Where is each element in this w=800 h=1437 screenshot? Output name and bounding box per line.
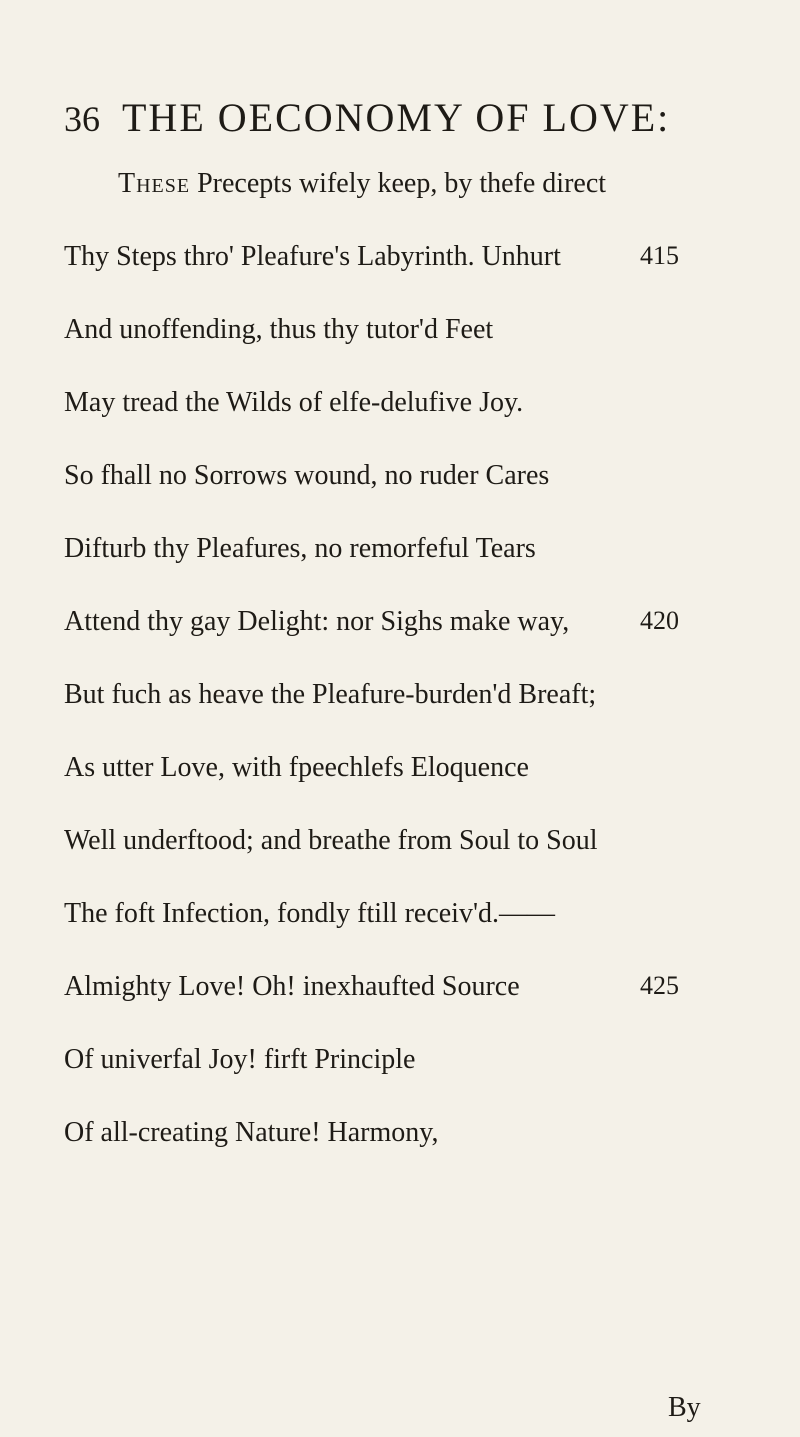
verse-line: [0, 533, 720, 577]
verse-line: [0, 168, 720, 212]
verse-line: [0, 387, 720, 431]
verse-line: [0, 314, 720, 358]
running-title: THE OECONOMY OF LOVE:: [122, 95, 671, 140]
verse-line-text: Almighty Love! Oh! inexhaufted Source: [64, 971, 520, 1002]
verse-line-text: May tread the Wilds of elfe-delufive Joy.: [64, 387, 524, 418]
verse-line: [0, 825, 720, 869]
catchword: By: [668, 1392, 701, 1423]
verse-line: [0, 1117, 720, 1161]
verse-line-text: Well underftood; and breathe from Soul to Soul: [64, 825, 598, 856]
line-number: 425: [640, 971, 679, 1000]
verse-line-text: But fuch as heave the Pleafure-burden'd Breaft;: [64, 679, 597, 710]
verse-line: [0, 606, 720, 650]
verse-line-text: Of univerfal Joy! firft Principle: [64, 1044, 416, 1075]
verse-line: [0, 898, 720, 942]
verse-line-text: Difturb thy Pleafures, no remorfeful Tears: [64, 533, 536, 564]
verse-line-text: These Precepts wifely keep, by thefe direct: [118, 168, 607, 199]
line-number: 420: [640, 606, 679, 635]
drop-word: These: [118, 168, 191, 199]
verse-line-text: The foft Infection, fondly ftill receiv'd.——: [64, 898, 555, 929]
page-header: [64, 94, 684, 154]
verse-line: [0, 241, 720, 285]
verse-line: [0, 679, 720, 723]
verse-line-text: Thy Steps thro' Pleafure's Labyrinth. Unhurt: [64, 241, 561, 272]
verse-line-text: Attend thy gay Delight: nor Sighs make way,: [64, 606, 570, 637]
verse-line: [0, 752, 720, 796]
verse-line-text: Of all-creating Nature! Harmony,: [64, 1117, 439, 1148]
verse-line-text: And unoffending, thus thy tutor'd Feet: [64, 314, 494, 345]
verse-line: [0, 460, 720, 504]
line-number: 415: [640, 241, 679, 270]
verse-line-text: So fhall no Sorrows wound, no ruder Cares: [64, 460, 550, 491]
verse-line: [0, 971, 720, 1015]
page-number: 36: [64, 99, 100, 139]
verse-line: [0, 1044, 720, 1088]
verse-line-text: As utter Love, with fpeechlefs Eloquence: [64, 752, 529, 783]
